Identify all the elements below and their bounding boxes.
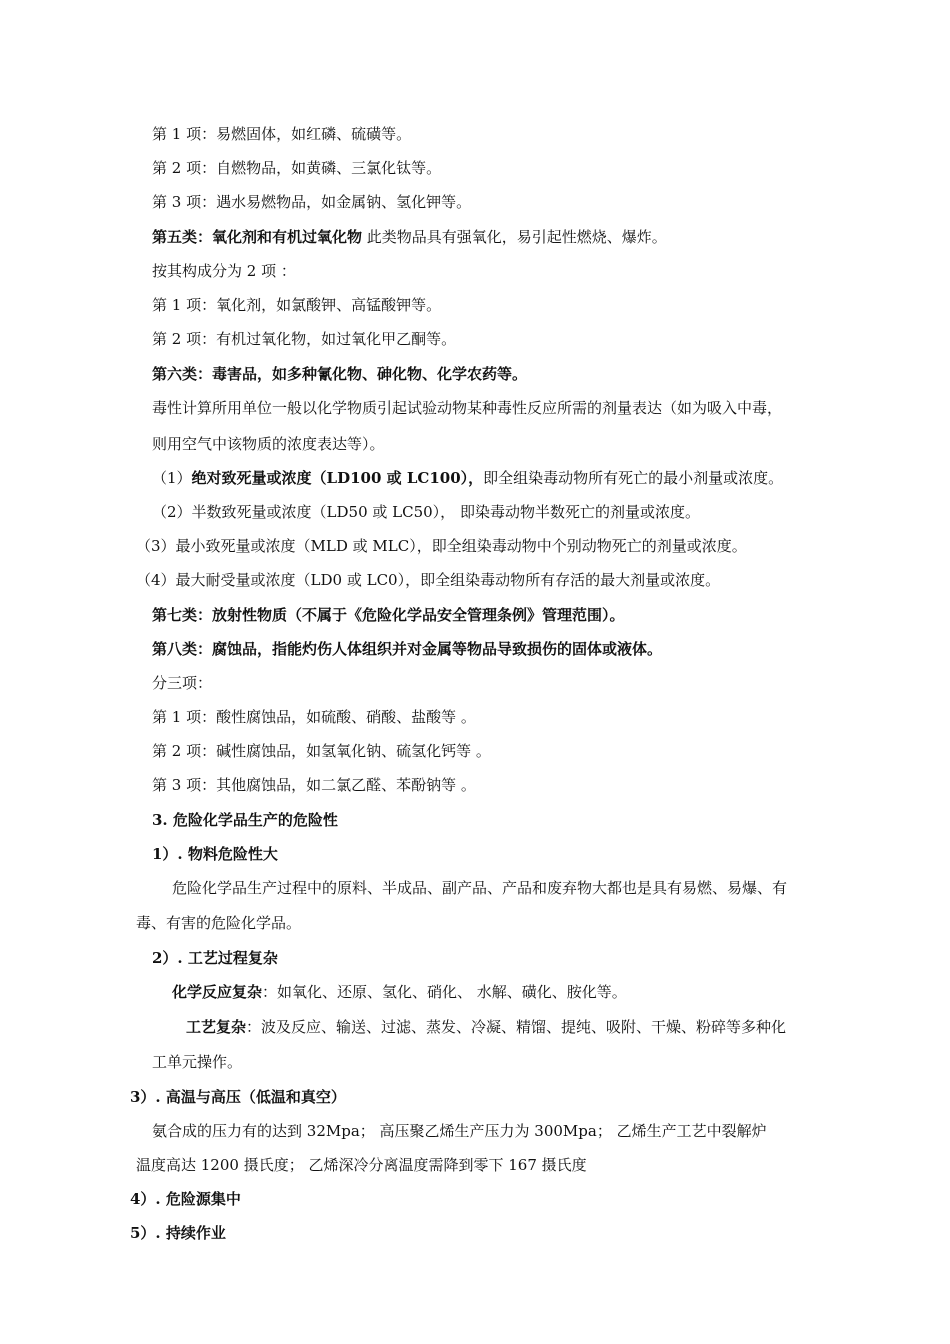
subsection-heading-3: 3）. 高温与高压（低温和真空） [130, 1088, 346, 1106]
paragraph-line: 则用空气中该物质的浓度表达等）。 [152, 435, 385, 453]
toxicity-item-4: （4）最大耐受量或浓度（LD0 或 LC0），即全组染毒动物所有存活的最大剂量或浓度。 [136, 571, 721, 589]
toxicity-item-1 [152, 468, 783, 488]
paragraph-line: 工单元操作。 [152, 1053, 243, 1071]
paragraph-line: 氨合成的压力有的达到 32Mpa； 高压聚乙烯生产压力为 300Mpa； 乙烯生产工艺中裂解炉 [152, 1122, 767, 1140]
subsection-heading-5: 5）. 持续作业 [130, 1224, 226, 1242]
subsection-heading-4: 4）. 危险源集中 [130, 1190, 241, 1208]
heading-rest-text: 此类物品具有强氧化，易引起性燃烧、爆炸。 [362, 228, 667, 246]
heading-class-5 [152, 227, 667, 247]
heading-class-7: 第七类：放射性物质（不属于《危险化学品安全管理条例》管理范围）。 [152, 606, 625, 624]
item-prefix: （1） [152, 469, 192, 487]
toxicity-item-3: （3）最小致死量或浓度（MLD 或 MLC），即全组染毒动物中个别动物死亡的剂量或浓度。 [136, 537, 747, 555]
paragraph-line: 毒性计算所用单位一般以化学物质引起试验动物某种毒性反应所需的剂量表达（如为吸入中毒， [152, 399, 783, 417]
label-rest-text: ：如氧化、还原、氢化、硝化、 水解、磺化、胺化等。 [262, 983, 627, 1001]
text-line: 分三项： [152, 674, 213, 692]
subsection-heading-2: 2）. 工艺过程复杂 [152, 949, 278, 967]
paragraph-line: 毒、有害的危险化学品。 [136, 914, 302, 932]
item-rest-text: 即全组染毒动物所有死亡的最小剂量或浓度。 [483, 469, 784, 487]
label-bold-text: 化学反应复杂 [172, 983, 263, 1001]
text-line: 第 3 项：其他腐蚀品，如二氯乙醛、苯酚钠等 。 [152, 776, 476, 794]
text-line: 第 3 项：遇水易燃物品，如金属钠、氢化钾等。 [152, 193, 472, 211]
text-line: 按其构成分为 2 项 ： [152, 262, 296, 280]
heading-class-6: 第六类：毒害品，如多种氰化物、砷化物、化学农药等。 [152, 365, 528, 383]
chemical-reaction-line [172, 982, 627, 1002]
text-line: 第 2 项：碱性腐蚀品，如氢氧化钠、硫氢化钙等 。 [152, 742, 491, 760]
text-line: 第 1 项：氧化剂，如氯酸钾、高锰酸钾等。 [152, 296, 442, 314]
subsection-heading-1: 1）. 物料危险性大 [152, 845, 278, 863]
text-line: 第 1 项：易燃固体，如红磷、硫磺等。 [152, 125, 412, 143]
text-line: 第 1 项：酸性腐蚀品，如硫酸、硝酸、盐酸等 。 [152, 708, 476, 726]
heading-bold-text: 第五类：氧化剂和有机过氧化物 [152, 228, 363, 246]
text-line: 第 2 项：有机过氧化物，如过氧化甲乙酮等。 [152, 330, 457, 348]
toxicity-item-2: （2）半数致死量或浓度（LD50 或 LC50）， 即染毒动物半数死亡的剂量或浓度。 [152, 503, 700, 521]
paragraph-line: 危险化学品生产过程中的原料、半成品、副产品、产品和废弃物大都也是具有易燃、易爆、有 [172, 879, 788, 897]
paragraph-line: 温度高达 1200 摄氏度； 乙烯深冷分离温度需降到零下 167 摄氏度 [136, 1156, 587, 1174]
text-line: 第 2 项：自燃物品，如黄磷、三氯化钛等。 [152, 159, 442, 177]
process-line [186, 1017, 786, 1037]
item-bold-text: 绝对致死量或浓度（LD100 或 LC100）， [191, 469, 484, 487]
label-bold-text: 工艺复杂 [186, 1018, 247, 1036]
heading-class-8: 第八类：腐蚀品，指能灼伤人体组织并对金属等物品导致损伤的固体或液体。 [152, 640, 663, 658]
section-heading-3: 3. 危险化学品生产的危险性 [152, 811, 338, 829]
label-rest-text: ：波及反应、输送、过滤、蒸发、冷凝、精馏、提纯、吸附、干燥、粉碎等多种化 [246, 1018, 787, 1036]
